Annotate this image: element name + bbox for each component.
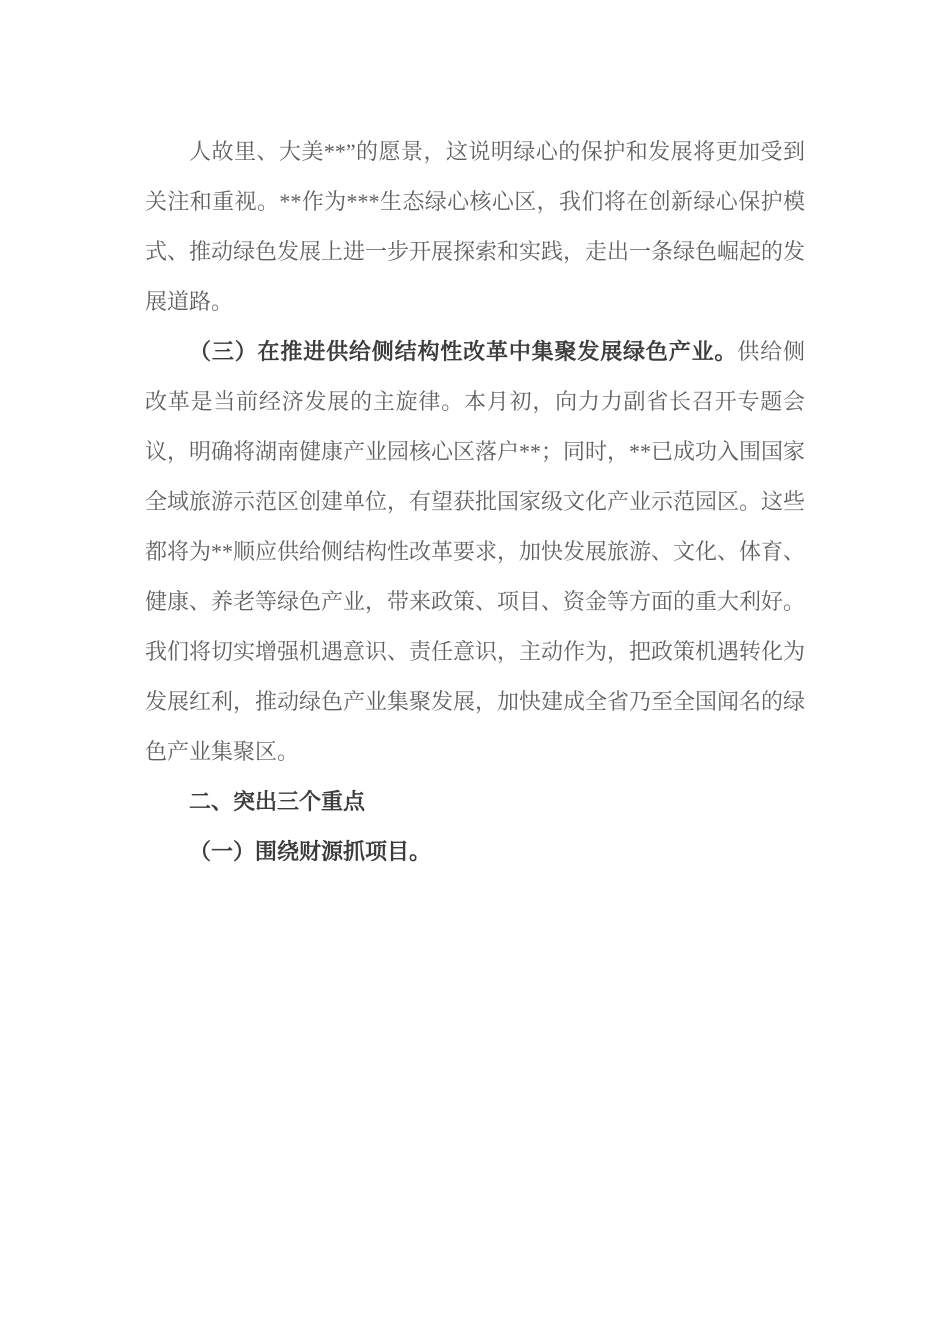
para-green-heart-continuation-segment-0: 人故里、大美**”的愿景，这说明绿心的保护和发展将更加受到关注和重视。**作为***生态绿心核心区，我们将在创新绿心保护模式、推动绿色发展上进一步开展探索和实践，走出一条绿色崛起的发展道路。 (145, 139, 806, 314)
heading-part-two-segment-0: 二、突出三个重点 (189, 789, 366, 814)
para-green-heart-continuation (145, 127, 805, 327)
para-section-three-segment-1: 供给侧改革是当前经济发展的主旋律。本月初，向力力副省长召开专题会议，明确将湖南健康产业园核心区落户**；同时，**已成功入围国家全域旅游示范区创建单位，有望获批国家级文化产业示范园区。这些都将为**顺应供给侧结构性改革要求，加快发展旅游、文化、体育、健康、养老等绿色产业，带来政策、项目、资金等方面的重大利好。我们将切实增强机遇意识、责任意识，主动作为，把政策机遇转化为发展红利，推动绿色产业集聚发展，加快建成全省乃至全国闻名的绿色产业集聚区。 (145, 339, 806, 764)
para-section-three (145, 327, 805, 777)
para-section-three-segment-0: （三）在推进供给侧结构性改革中集聚发展绿色产业。 (189, 339, 738, 364)
document-body (145, 127, 805, 877)
heading-part-two (145, 777, 805, 827)
heading-point-one (145, 827, 805, 877)
heading-point-one-segment-0: （一）围绕财源抓项目。 (189, 839, 432, 864)
